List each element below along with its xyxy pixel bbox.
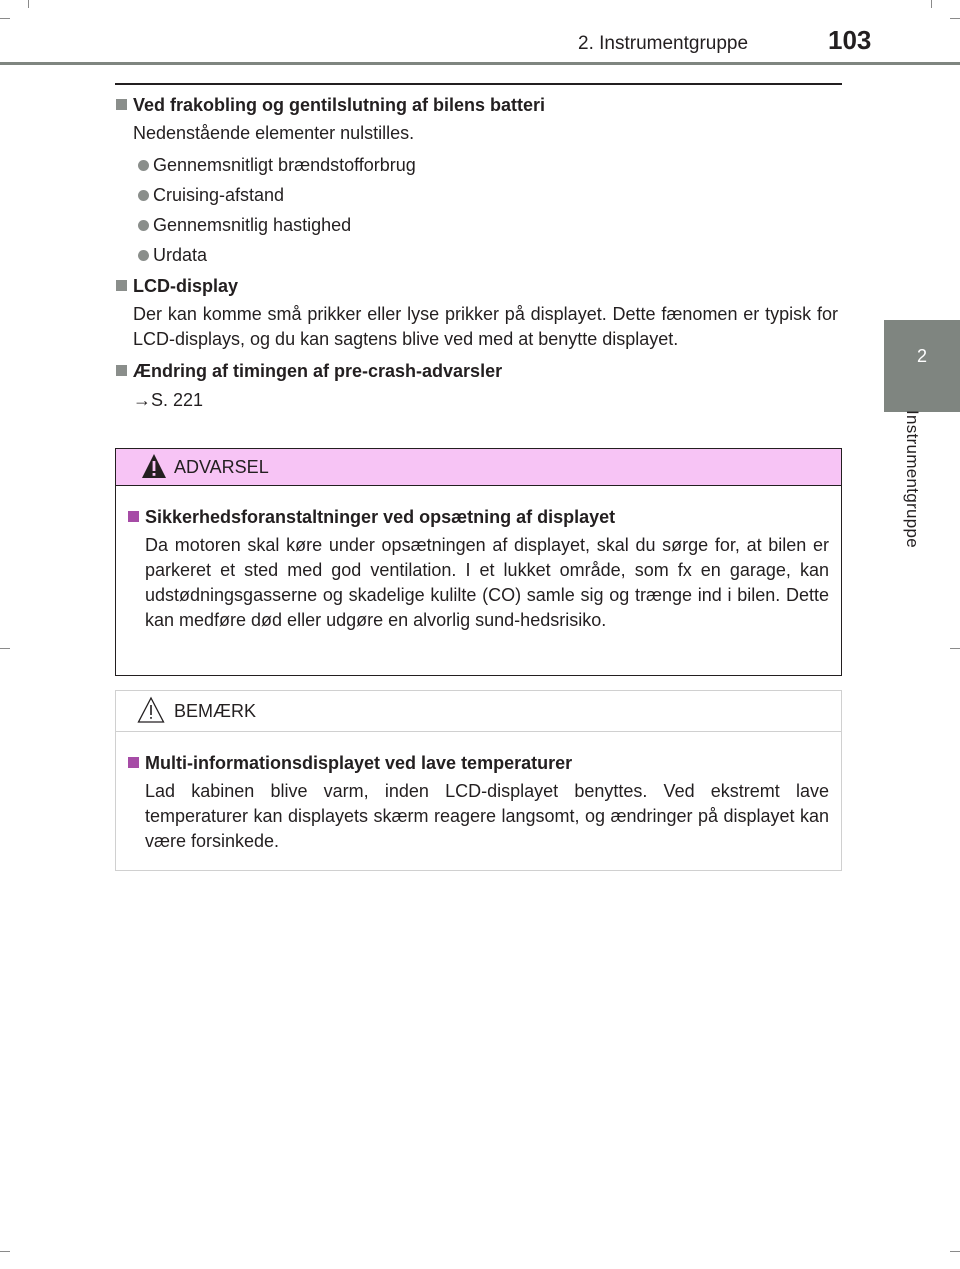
warning-title: ADVARSEL [174,457,269,477]
list-item-text: Cruising-afstand [153,185,285,205]
list-item [115,212,838,238]
arrow-right-icon: → [133,390,151,410]
section-heading [115,92,838,118]
warning-header [116,449,841,486]
square-bullet-icon [116,99,127,110]
list-item-text: Gennemsnitligt brændstofforbrug [153,155,416,175]
caution-triangle-icon [137,696,165,724]
warning-heading [127,504,829,530]
note-body [116,732,841,854]
crop-mark [28,0,29,8]
round-bullet-icon [138,160,149,171]
note-title: BEMÆRK [174,701,257,721]
round-bullet-icon [138,190,149,201]
square-bullet-icon [116,280,127,291]
crop-mark [950,648,960,649]
chapter-label: Instrumentgruppe [903,410,922,549]
crop-mark [0,648,10,649]
crop-mark [950,1251,960,1252]
note-text: Lad kabinen blive varm, inden LCD-displayet benyttes. Ved ekstremt lave temperaturer kan displayets skærm reagere langsomt, og ændringer på displayet kan være forsinkede. [145,781,829,851]
section-heading-text: LCD-display [133,276,239,296]
section-heading-text: Ændring af timingen af pre-crash-advarsler [133,361,503,381]
round-bullet-icon [138,250,149,261]
square-bullet-icon [116,365,127,376]
page-reference-text: S. 221 [151,390,204,410]
list-item [115,182,838,208]
warning-text: Da motoren skal køre under opsætningen af displayet, skal du sørge for, at bilen er parkeret et sted med god ventilation. I et lukket område, som fx en garage, kan udstødningsgasserne og skadelige kulilte (CO) samle sig og trænge ind i bilen. Dette kan medføre død eller udgøre en alvorlig sund-hedsrisiko. [145,535,829,630]
list-item [115,242,838,268]
header-section-title: 2. Instrumentgruppe [578,33,749,54]
square-bullet-icon [128,511,139,522]
list-item-text: Urdata [153,245,208,265]
warning-body [116,486,841,633]
warning-box [115,448,842,676]
chapter-number: 2 [916,346,927,366]
chapter-tab [884,320,960,412]
page-number: 103 [828,25,872,55]
square-bullet-icon [128,757,139,768]
warning-heading-text: Sikkerhedsforanstaltninger ved opsætning af displayet [145,507,616,527]
warning-triangle-icon [141,453,167,479]
section-heading [115,273,838,299]
list-item-text: Gennemsnitlig hastighed [153,215,352,235]
crop-mark [0,18,10,19]
note-heading-text: Multi-informationsdisplayet ved lave temperaturer [145,753,573,773]
note-heading [127,750,829,776]
main-content [115,92,838,413]
note-box [115,690,842,871]
header-rule [0,62,960,65]
crop-mark [931,0,932,8]
crop-mark [950,18,960,19]
crop-mark [0,1251,10,1252]
note-header [116,691,841,732]
list-item [115,152,838,178]
section-heading-text: Ved frakobling og gentilslutning af bilens batteri [133,95,546,115]
section-heading [115,358,838,384]
page-reference[interactable] [115,387,838,413]
round-bullet-icon [138,220,149,231]
section-text: Nedenstående elementer nulstilles. [133,123,415,143]
section-text: Der kan komme små prikker eller lyse prikker på displayet. Dette fænomen er typisk for LCD-displays, og du kan sagtens blive ved med at benytte displayet. [133,304,838,349]
content-top-rule [115,83,842,85]
